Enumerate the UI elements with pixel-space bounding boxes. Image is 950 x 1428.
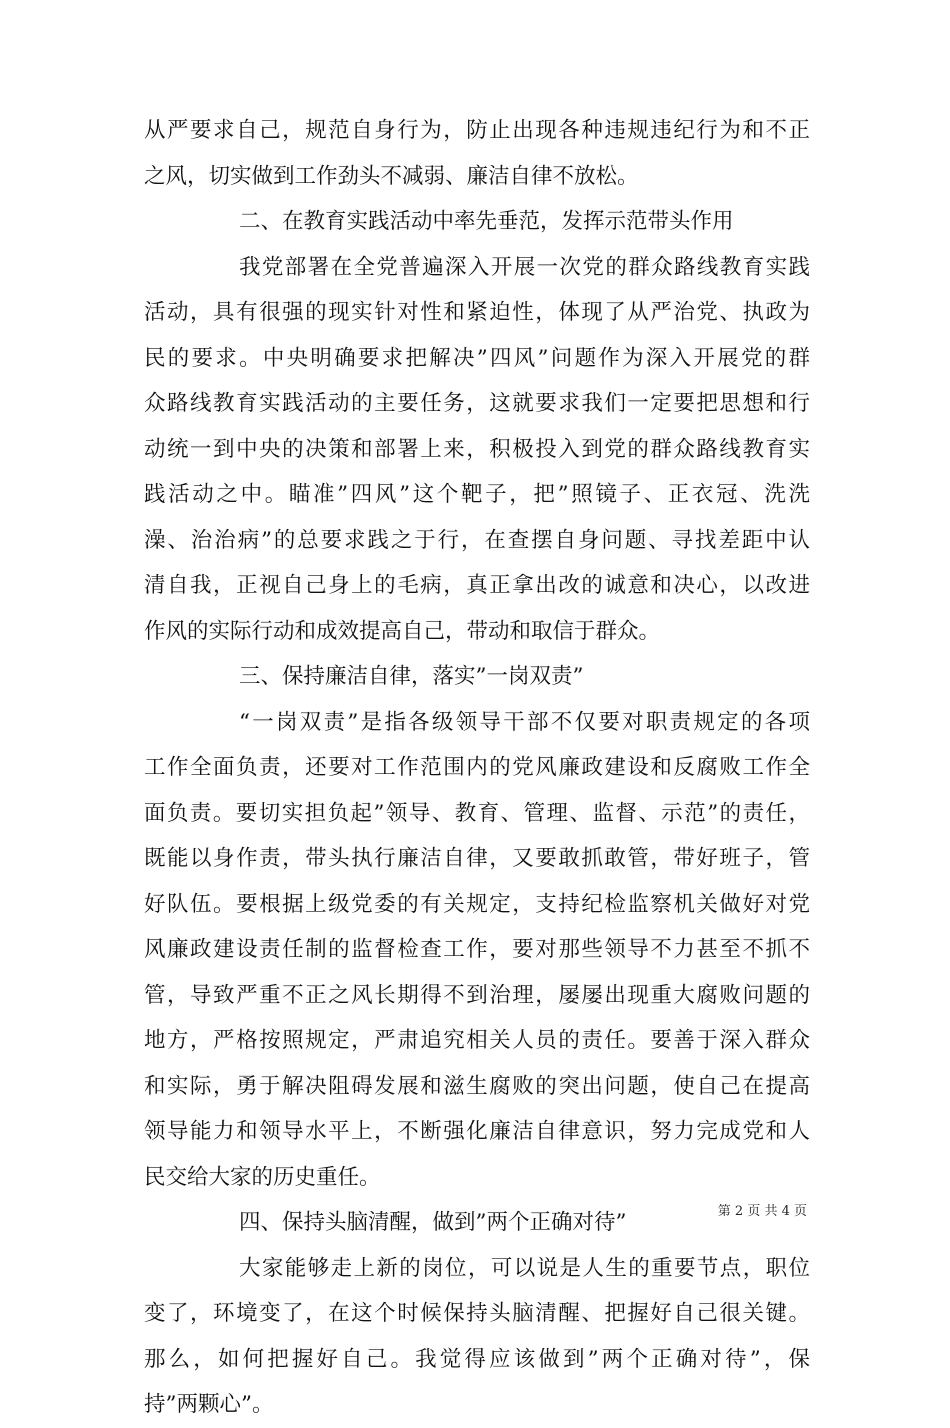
section-heading: 二、在教育实践活动中率先垂范，发挥示范带头作用 <box>239 209 734 234</box>
page-number-footer: 第 2 页 共 4 页 <box>717 1204 807 1219</box>
text-line: 之风，切实做到工作劲头不减弱、廉洁自律不放松。 <box>144 163 639 189</box>
text-line: 践活动之中。瞄准”四风”这个靶子，把”照镜子、正衣冠、洗洗 <box>144 482 810 507</box>
text-line: 领导能力和领导水平上，不断强化廉洁自律意识，努力完成党和人 <box>144 1119 810 1144</box>
text-line: 澡、治治病”的总要求践之于行，在查摆自身问题、寻找差距中认 <box>144 527 810 553</box>
text-line: 那么，如何把握好自己。我觉得应该做到”两个正确对待”，保 <box>144 1346 810 1372</box>
text-line: 活动，具有很强的现实针对性和紧迫性，体现了从严治党、执政为 <box>144 300 810 325</box>
section-heading: 三、保持廉洁自律，落实”一岗双责” <box>239 664 584 689</box>
paragraph-first-line: “一岗双责”是指各级领导干部不仅要对职责规定的各项 <box>239 709 810 735</box>
text-line: 好队伍。要根据上级党委的有关规定，支持纪检监察机关做好对党 <box>144 891 810 917</box>
text-line: 风廉政建设责任制的监督检查工作，要对那些领导不力甚至不抓不 <box>144 937 810 962</box>
text-line: 民的要求。中央明确要求把解决”四风”问题作为深入开展党的群 <box>144 345 810 371</box>
paragraph-first-line: 大家能够走上新的岗位，可以说是人生的重要节点，职位 <box>239 1255 810 1281</box>
text-line: 面负责。要切实担负起”领导、教育、管理、监督、示范”的责任， <box>144 800 810 826</box>
text-line: 民交给大家的历史重任。 <box>144 1164 381 1190</box>
text-line: 众路线教育实践活动的主要任务，这就要求我们一定要把思想和行 <box>144 391 810 416</box>
text-line: 和实际，勇于解决阻碍发展和滋生腐败的突出问题，使自己在提高 <box>144 1073 810 1099</box>
section-heading: 四、保持头脑清醒，做到”两个正确对待” <box>239 1210 627 1235</box>
text-line: 地方，严格按照规定，严肃追究相关人员的责任。要善于深入群众 <box>144 1028 810 1053</box>
text-line: 管，导致严重不正之风长期得不到治理，屡屡出现重大腐败问题的 <box>144 982 810 1008</box>
text-line: 既能以身作责，带头执行廉洁自律，又要敢抓敢管，带好班子，管 <box>144 846 810 871</box>
paragraph-first-line: 我党部署在全党普遍深入开展一次党的群众路线教育实践 <box>239 254 810 280</box>
text-line: 变了，环境变了，在这个时候保持头脑清醒、把握好自己很关键。 <box>144 1301 810 1326</box>
text-line: 清自我，正视自己身上的毛病，真正拿出改的诚意和决心，以改进 <box>144 573 810 598</box>
text-line: 作风的实际行动和成效提高自己，带动和取信于群众。 <box>144 618 661 644</box>
text-line: 动统一到中央的决策和部署上来，积极投入到党的群众路线教育实 <box>144 436 810 462</box>
text-line: 从严要求自己，规范自身行为，防止出现各种违规违纪行为和不正 <box>144 118 810 143</box>
document-page <box>144 108 810 1428</box>
text-line: 工作全面负责，还要对工作范围内的党风廉政建设和反腐败工作全 <box>144 755 810 780</box>
text-line: 持”两颗心”。 <box>144 1392 274 1417</box>
